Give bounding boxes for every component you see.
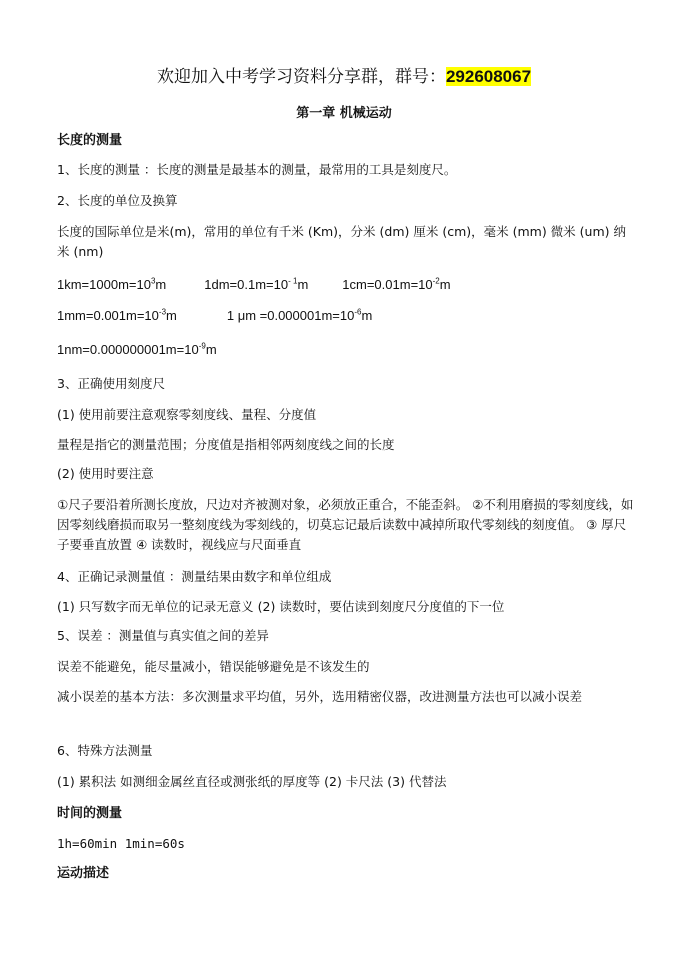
item-3: 3、正确使用刻度尺 bbox=[57, 376, 165, 391]
time-text: 1h=60min 1min=60s bbox=[57, 836, 185, 851]
chapter-title: 第一章 机械运动 bbox=[296, 106, 392, 121]
item-2-text: 长度的国际单位是米(m)，常用的单位有千米 (Km)，分米 (dm) 厘米 (cm)，毫米 (mm) 微米 (um) 纳米 (nm) bbox=[57, 224, 626, 259]
item-3-1: (1) 使用前要注意观察零刻度线、量程、分度值 bbox=[57, 407, 317, 422]
section-heading-time: 时间的测量 bbox=[57, 806, 123, 821]
formula-um: 1 $\mu m =0.000001m=10^{-6}m$ bbox=[226, 307, 373, 323]
page-header bbox=[0, 64, 688, 90]
group-number-highlight: 292608067 bbox=[445, 67, 532, 86]
formula-dm: $1dm=0.1m=10^{- 1}m$ bbox=[204, 276, 309, 292]
item-5-text-1: 误差不能避免，能尽量减小，错误能够避免是不该发生的 bbox=[57, 659, 370, 674]
section-heading-length: 长度的测量 bbox=[57, 133, 123, 148]
formula-row-1 bbox=[57, 275, 451, 295]
item-1: 1、长度的测量 ：长度的测量是最基本的测量，最常用的工具是刻度尺。 bbox=[57, 162, 457, 177]
formula-km: $1km=1000m=10^3m$ bbox=[57, 276, 167, 292]
formula-nm: $1nm=0.000000001m=10^{-9}m$ bbox=[57, 341, 217, 357]
formula-cm: $1cm=0.01m=10^{-2}m$ bbox=[342, 276, 451, 292]
section-heading-motion: 运动描述 bbox=[57, 866, 110, 881]
formula-row-2 bbox=[57, 306, 372, 326]
item-3-2: (2) 使用时要注意 bbox=[57, 466, 154, 481]
item-6-text: (1) 累积法 如测细金属丝直径或测张纸的厚度等 (2) 卡尺法 (3) 代替法 bbox=[57, 774, 447, 789]
item-4-text: (1) 只写数字而无单位的记录无意义 (2) 读数时，要估读到刻度尺分度值的下一位 bbox=[57, 599, 505, 614]
item-3-1-text: 量程是指它的测量范围；分度值是指相邻两刻度线之间的长度 bbox=[57, 437, 395, 452]
item-2: 2、长度的单位及换算 bbox=[57, 193, 178, 208]
item-4: 4、正确记录测量值 ：测量结果由数字和单位组成 bbox=[57, 569, 332, 584]
item-6: 6、特殊方法测量 bbox=[57, 743, 153, 758]
header-prefix: 欢迎加入中考学习资料分享群，群号： bbox=[156, 67, 446, 87]
formula-row-3 bbox=[57, 340, 217, 360]
item-5: 5、误差 ：测量值与真实值之间的差异 bbox=[57, 628, 269, 643]
formula-mm: $1mm=0.001m=10^{-3}m$ bbox=[57, 307, 177, 323]
item-5-text-2: 减小误差的基本方法：多次测量求平均值，另外，选用精密仪器，改进测量方法也可以减小误差 bbox=[57, 689, 583, 704]
item-3-2-text: ①尺子要沿着所测长度放，尺边对齐被测对象，必须放正重合，不能歪斜。 ②不利用磨损的零刻度线，如因零刻线磨损而取另一整刻度线为零刻线的，切莫忘记最后读数中减掉所取代零刻线的刻度值。 ③ 厚尺子要垂直放置 ④ 读数时，视线应与尺面垂直 bbox=[57, 497, 634, 552]
